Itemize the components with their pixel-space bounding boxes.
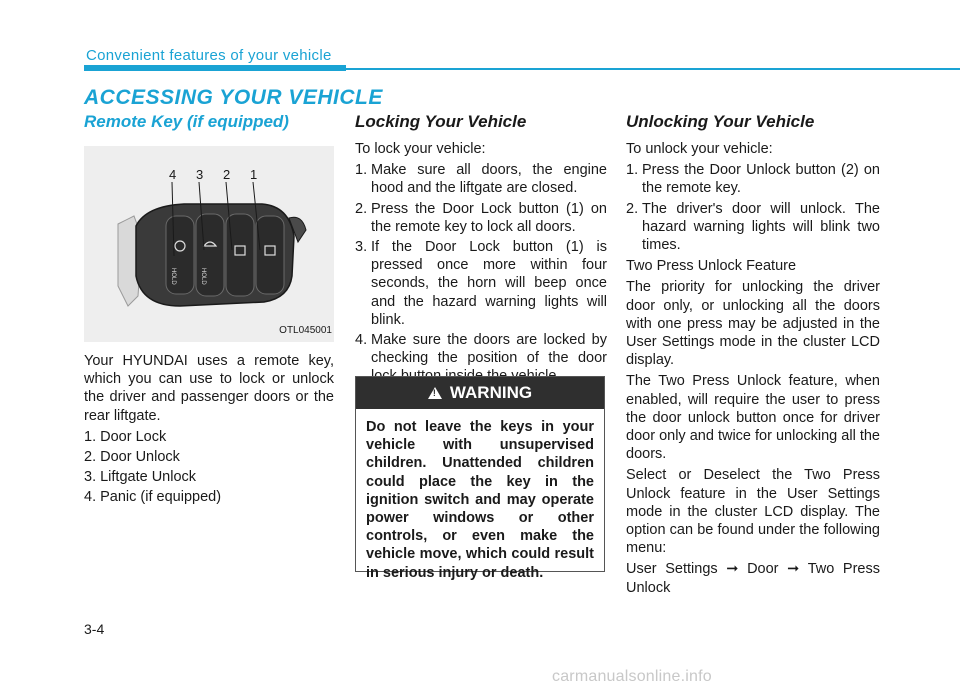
remote-key-intro: Your HYUNDAI uses a remote key, which you can use to lock or unlock the driver and passenger doors or the rear liftgate.	[84, 353, 334, 424]
header-rule	[346, 68, 960, 70]
hold-label-panic: HOLD	[170, 268, 176, 285]
locking-heading: Locking Your Vehicle	[355, 112, 527, 131]
list-item	[626, 200, 880, 255]
hold-label-liftgate: HOLD	[200, 268, 206, 285]
column-locking	[355, 112, 607, 389]
step-number: 4.	[355, 332, 368, 349]
two-press-description: The Two Press Unlock feature, when enabled, will require the user to press the door unlock button once for driver door only and twice for unlocking all the doors.	[626, 373, 880, 463]
page-title: ACCESSING YOUR VEHICLE	[84, 86, 383, 109]
locking-intro: To lock your vehicle:	[355, 141, 486, 157]
column-remote-key	[84, 112, 334, 510]
remote-key-illustration	[84, 146, 334, 342]
column-unlocking	[626, 112, 880, 600]
step-number: 3.	[355, 239, 368, 256]
step-number: 1.	[355, 162, 368, 179]
callout-4: 4	[169, 167, 177, 182]
list-item: 1. Door Lock	[84, 428, 167, 445]
unlock-priority-text: The priority for unlocking the driver door only, or unlocking all the doors with one press may be adjusted in the User Settings mode in the cluster LCD display.	[626, 279, 880, 369]
list-item	[626, 161, 880, 197]
list-item: 3. Liftgate Unlock	[84, 469, 197, 486]
step-text: Press the Door Unlock button (2) on the remote key.	[642, 162, 880, 197]
warning-triangle-icon	[428, 387, 442, 399]
watermark: carmanualsonline.info	[552, 668, 712, 685]
warning-label: WARNING	[449, 383, 533, 402]
remote-key-figure	[84, 146, 334, 342]
select-deselect-text: Select or Deselect the Two Press Unlock feature in the User Settings mode in the cluster LCD display. The option can be found under the following menu:	[626, 467, 880, 557]
step-number: 1.	[626, 162, 639, 179]
step-text: Make sure all doors, the engine hood and the liftgate are closed.	[371, 162, 607, 197]
unlocking-steps	[626, 161, 880, 254]
warning-box	[355, 376, 605, 581]
callout-1: 1	[250, 167, 258, 182]
list-item	[355, 200, 607, 236]
remote-key-heading: Remote Key (if equipped)	[84, 112, 289, 131]
warning-header	[356, 377, 604, 409]
remote-key-button-list	[84, 428, 334, 507]
section-header: Convenient features of your vehicle	[86, 47, 332, 64]
warning-text: Do not leave the keys in your vehicle with unsupervised children. Unattended children could place the key in the ignition switch and may operate power windows or other controls, or even make the vehicle move, which could result in serious injury or death.	[366, 419, 594, 581]
locking-steps	[355, 161, 607, 385]
list-item: 4. Panic (if equipped)	[84, 489, 222, 506]
step-text: Press the Door Lock button (1) on the remote key to lock all doors.	[371, 200, 607, 235]
list-item: 2. Door Unlock	[84, 449, 180, 466]
callout-3: 3	[196, 167, 204, 182]
list-item	[355, 238, 607, 329]
callout-2: 2	[223, 167, 231, 182]
step-text: Make sure the doors are locked by checking the position of the door	[371, 332, 607, 367]
step-text: If the Door Lock button (1) is pressed once more within four seconds, the horn will beep once and the hazard warning lights will blink.	[371, 239, 607, 328]
menu-path: User Settings ➞ Door ➞ Two Press Unlock	[626, 561, 880, 596]
unlocking-intro: To unlock your vehicle:	[626, 141, 773, 157]
list-item	[355, 161, 607, 197]
unlocking-heading: Unlocking Your Vehicle	[626, 112, 815, 131]
page-number: 3-4	[84, 621, 105, 637]
feature-title: Two Press Unlock Feature	[626, 258, 797, 275]
step-number: 2.	[355, 200, 368, 217]
figure-code: OTL045001	[279, 324, 332, 336]
header-bar	[84, 65, 346, 71]
step-text: The driver's door will unlock. The hazard warning lights will blink two times.	[642, 200, 880, 254]
step-number: 2.	[626, 200, 639, 217]
